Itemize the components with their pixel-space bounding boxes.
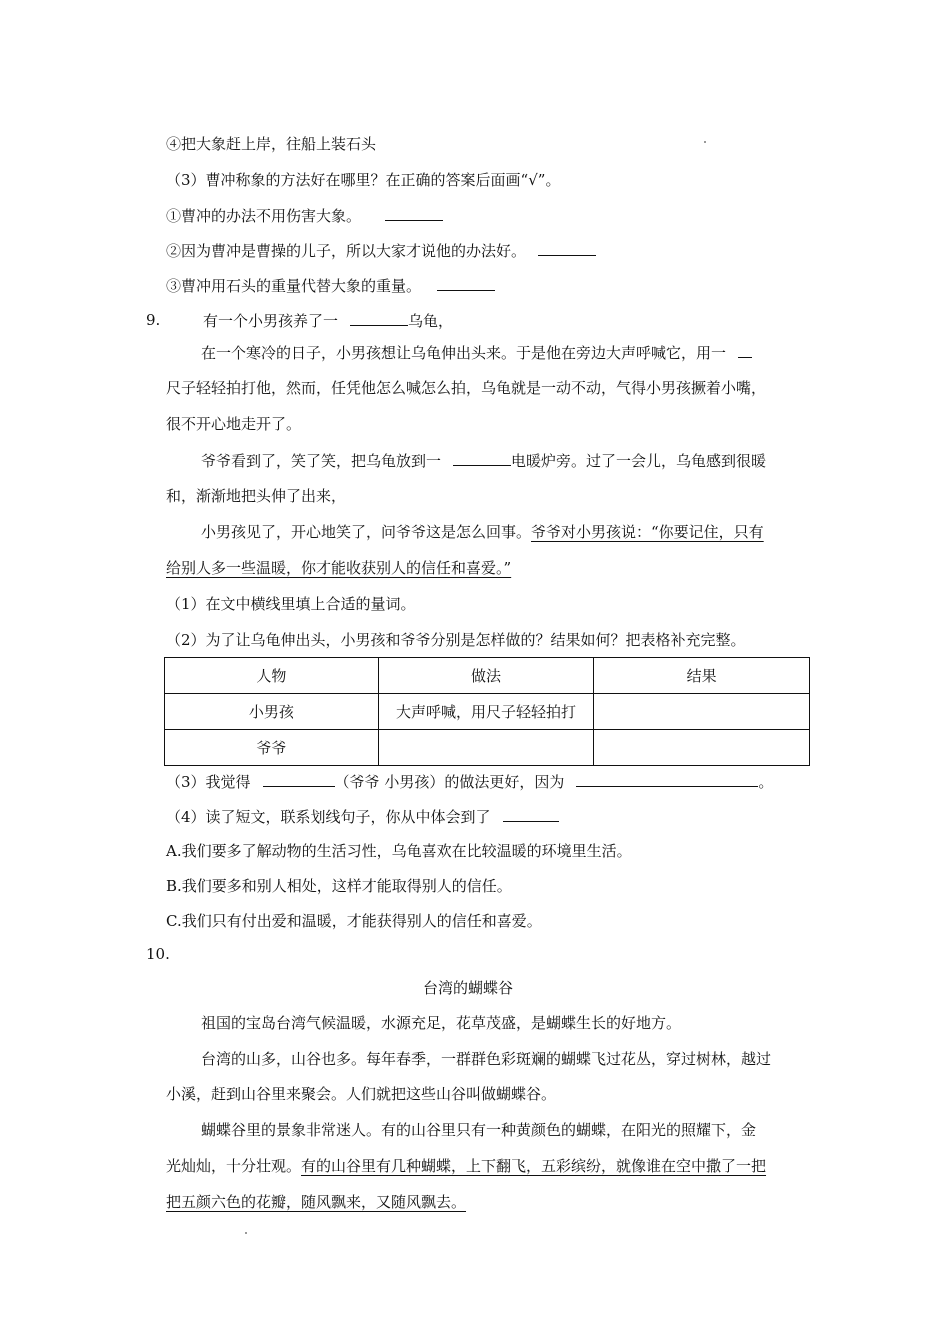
q9-underlined-sentence-1: 爷爷对小男孩说：“你要记住，只有 [531,523,764,541]
q9-sub4 [166,806,559,827]
scan-dot [704,141,706,143]
q9-blank-1[interactable] [350,310,408,326]
q9-option-a: A.我们要多了解动物的生活习性，乌龟喜欢在比较温暖的环境里生活。 [166,842,632,860]
q9-line1 [203,310,453,331]
q9-sub4-blank[interactable] [503,806,559,822]
table-header-cell: 人物 [165,658,379,694]
q9-p4-a [201,522,764,542]
q8-opt1 [166,205,443,226]
q9-p2-c: 很不开心地走开了。 [166,415,302,433]
q9-p3-a [201,450,766,471]
q8-sub3: （3）曹冲称象的方法好在哪里？在正确的答案后面画“√”。 [166,171,561,189]
table-cell: 大声呼喊，用尺子轻轻拍打 [378,694,594,730]
q8-opt2 [166,240,596,261]
q8-opt3-text: ③曹冲用石头的重量代替大象的重量。 [166,277,422,295]
q8-opt3-blank[interactable] [437,275,495,291]
table-answer-cell[interactable] [594,694,810,730]
q9-sub1: （1）在文中横线里填上合适的量词。 [166,595,416,613]
table-cell: 爷爷 [165,730,379,766]
q9-sub3-c: 。 [758,773,774,791]
q9-p2-b: 尺子轻轻拍打他，然而，任凭他怎么喊怎么拍，乌龟就是一动不动，气得小男孩撅着小嘴， [166,379,767,397]
q9-p2-a [201,342,752,363]
q8-step4: ④把大象赶上岸，往船上装石头 [166,135,377,153]
table-header-row [165,658,810,694]
table-row [165,694,810,730]
table-answer-cell[interactable] [378,730,594,766]
q9-sub3-blank-2[interactable] [576,771,758,787]
q9-answer-table [164,657,810,766]
q9-underlined-sentence-2: 给别人多一些温暖，你才能收获别人的信任和喜爱。” [166,559,512,577]
q9-line1-a: 有一个小男孩养了一 [203,312,339,330]
q9-sub2: （2）为了让乌龟伸出头，小男孩和爷爷分别是怎样做的？结果如何？把表格补充完整。 [166,631,746,649]
q9-p4-a-text: 小男孩见了，开心地笑了，问爷爷这是怎么回事。 [201,523,532,541]
q9-p3-c: 和，渐渐地把头伸了出来， [166,487,347,505]
q9-option-b: B.我们要多和别人相处，这样才能取得别人的信任。 [166,877,512,895]
q9-p2-a-text: 在一个寒冷的日子，小男孩想让乌龟伸出头来。于是他在旁边大声呼喊它，用一 [201,344,727,362]
q10-number: 10. [146,945,170,963]
q10-p3-b-text: 光灿灿，十分壮观。 [166,1157,302,1175]
q8-opt2-text: ②因为曹冲是曹操的儿子，所以大家才说他的办法好。 [166,242,527,260]
table-answer-cell[interactable] [594,730,810,766]
q9-option-c: C.我们只有付出爱和温暖，才能获得别人的信任和喜爱。 [166,912,542,930]
q10-p2-a: 台湾的山多，山谷也多。每年春季，一群群色彩斑斓的蝴蝶飞过花丛，穿过树林，越过 [201,1050,772,1068]
table-header-cell: 结果 [594,658,810,694]
q10-p3-b [166,1156,766,1176]
scan-dot [245,1232,247,1234]
q9-sub3-b: （爷爷 小男孩）的做法更好，因为 [334,773,565,791]
q10-title: 台湾的蝴蝶谷 [423,979,514,997]
q9-p3-a-text: 爷爷看到了，笑了笑，把乌龟放到一 [201,452,442,470]
q9-sub4-text: （4）读了短文，联系划线句子，你从中体会到了 [166,808,491,826]
q9-blank-3[interactable] [453,450,511,466]
q9-sub3-blank-1[interactable] [263,771,335,787]
q9-blank-2[interactable] [738,342,752,358]
q9-line1-b: 乌龟， [408,312,454,330]
q8-opt1-blank[interactable] [385,205,443,221]
q9-p3-b-text: 电暖炉旁。过了一会儿，乌龟感到很暖 [511,452,767,470]
table-header-cell: 做法 [378,658,594,694]
table-cell: 小男孩 [165,694,379,730]
q10-underlined-sentence-1: 有的山谷里有几种蝴蝶，上下翻飞，五彩缤纷，就像谁在空中撒了一把 [301,1157,767,1175]
q9-sub3-a: （3）我觉得 [166,773,251,791]
q10-underlined-sentence-2: 把五颜六色的花瓣，随风飘来，又随风飘去。 [166,1193,467,1211]
q9-sub3 [166,771,773,792]
table-row [165,730,810,766]
q10-p3-a: 蝴蝶谷里的景象非常迷人。有的山谷里只有一种黄颜色的蝴蝶，在阳光的照耀下，金 [201,1121,757,1139]
q8-opt1-text: ①曹冲的办法不用伤害大象。 [166,207,362,225]
q9-number: 9. [146,311,161,329]
q8-opt3 [166,275,495,296]
q10-p1: 祖国的宝岛台湾气候温暖，水源充足，花草茂盛，是蝴蝶生长的好地方。 [201,1014,682,1032]
q10-p2-b: 小溪，赶到山谷里来聚会。人们就把这些山谷叫做蝴蝶谷。 [166,1085,557,1103]
q8-opt2-blank[interactable] [538,240,596,256]
